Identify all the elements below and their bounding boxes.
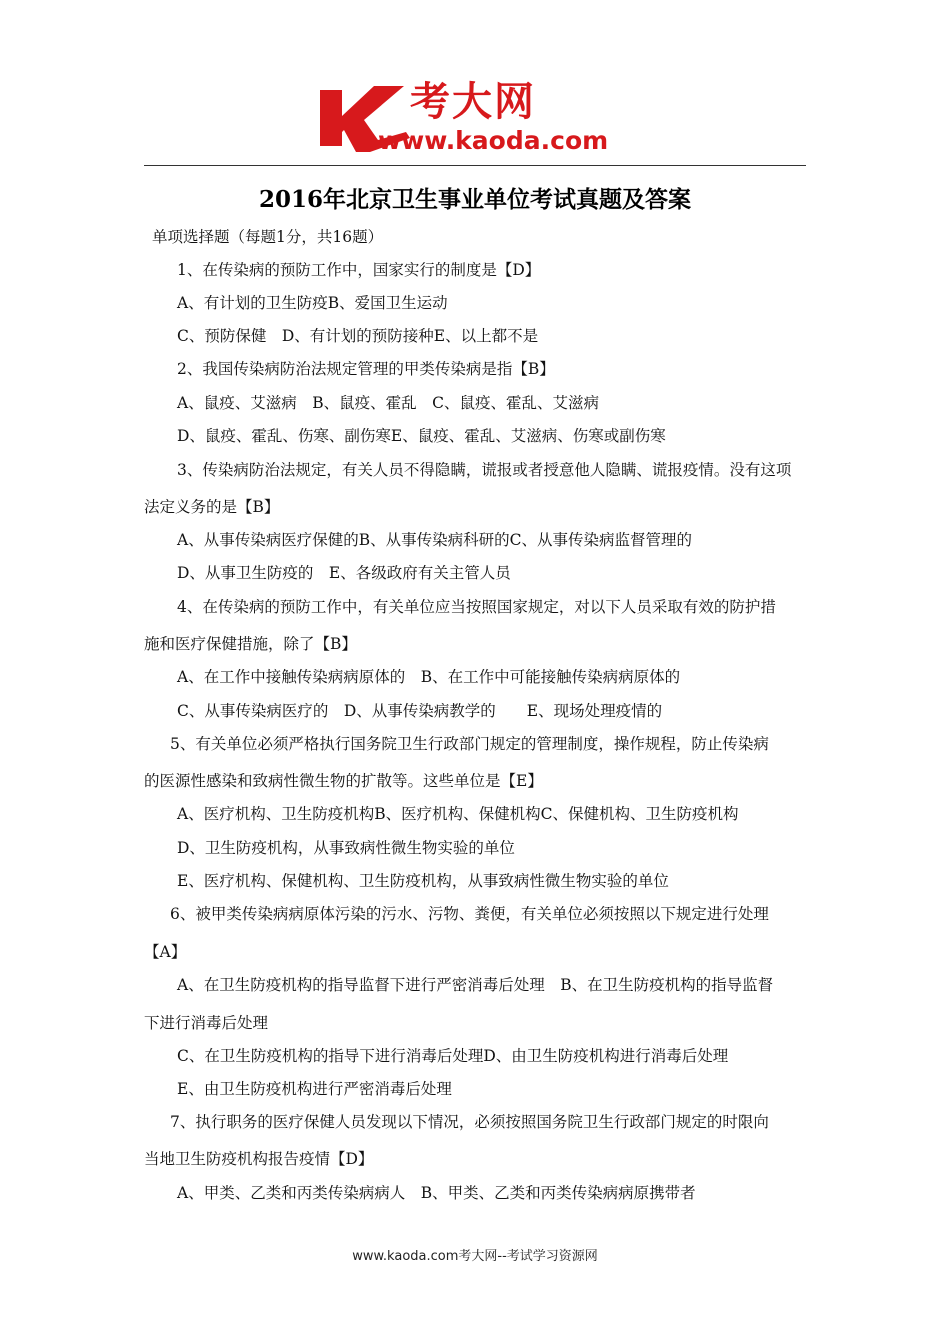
- text-line: 当地卫生防疫机构报告疫情【D】: [144, 1150, 374, 1168]
- text-line: C、预防保健 D、有计划的预防接种E、以上都不是: [177, 327, 539, 345]
- text-line: D、鼠疫、霍乱、伤寒、副伤寒E、鼠疫、霍乱、艾滋病、伤寒或副伤寒: [177, 427, 666, 445]
- text-line: 施和医疗保健措施，除了【B】: [144, 635, 357, 653]
- text-line: A、有计划的卫生防疫B、爱国卫生运动: [177, 294, 448, 312]
- text-line: C、在卫生防疫机构的指导下进行消毒后处理D、由卫生防疫机构进行消毒后处理: [177, 1047, 729, 1065]
- text-line: A、在卫生防疫机构的指导监督下进行严密消毒后处理 B、在卫生防疫机构的指导监督: [177, 976, 774, 994]
- text-line: A、鼠疫、艾滋病 B、鼠疫、霍乱 C、鼠疫、霍乱、艾滋病: [177, 394, 599, 412]
- text-line: E、医疗机构、保健机构、卫生防疫机构，从事致病性微生物实验的单位: [177, 872, 669, 890]
- page-footer: www.kaoda.com考大网--考试学习资源网: [352, 1249, 598, 1264]
- text-line: C、从事传染病医疗的 D、从事传染病教学的 E、现场处理疫情的: [177, 702, 663, 720]
- header-divider: [144, 165, 806, 166]
- text-line: 3、传染病防治法规定，有关人员不得隐瞒，谎报或者授意他人隐瞒、谎报疫情。没有这项: [177, 461, 792, 479]
- text-line: 下进行消毒后处理: [144, 1014, 269, 1032]
- text-line: A、从事传染病医疗保健的B、从事传染病科研的C、从事传染病监督管理的: [177, 531, 692, 549]
- text-line: 1、在传染病的预防工作中，国家实行的制度是【D】: [177, 261, 541, 279]
- text-line: 4、在传染病的预防工作中，有关单位应当按照国家规定，对以下人员采取有效的防护措: [177, 598, 776, 616]
- text-line: A、在工作中接触传染病病原体的 B、在工作中可能接触传染病病原体的: [177, 668, 681, 686]
- text-line: 7、执行职务的医疗保健人员发现以下情况，必须按照国务院卫生行政部门规定的时限向: [170, 1113, 769, 1131]
- text-line: 【A】: [144, 943, 187, 961]
- section-heading: 单项选择题（每题1分，共16题）: [152, 228, 384, 246]
- logo-url: www.kaoda.com: [378, 126, 609, 155]
- text-line: 6、被甲类传染病病原体污染的污水、污物、粪便，有关单位必须按照以下规定进行处理: [170, 905, 769, 923]
- kaoda-logo: [318, 80, 638, 160]
- text-line: A、甲类、乙类和丙类传染病病人 B、甲类、乙类和丙类传染病病原携带者: [177, 1184, 696, 1202]
- text-line: 5、有关单位必须严格执行国务院卫生行政部门规定的管理制度，操作规程，防止传染病: [170, 735, 769, 753]
- page-title: 2016年北京卫生事业单位考试真题及答案: [258, 186, 691, 213]
- text-line: D、卫生防疫机构，从事致病性微生物实验的单位: [177, 839, 515, 857]
- logo-chinese-name: 考大网: [410, 79, 536, 125]
- text-line: A、医疗机构、卫生防疫机构B、医疗机构、保健机构C、保健机构、卫生防疫机构: [177, 805, 739, 823]
- text-line: 法定义务的是【B】: [144, 498, 280, 516]
- text-line: 2、我国传染病防治法规定管理的甲类传染病是指【B】: [177, 360, 555, 378]
- text-line: D、从事卫生防疫的 E、各级政府有关主管人员: [177, 564, 511, 582]
- text-line: 的医源性感染和致病性微生物的扩散等。这些单位是【E】: [144, 772, 543, 790]
- text-line: E、由卫生防疫机构进行严密消毒后处理: [177, 1080, 452, 1098]
